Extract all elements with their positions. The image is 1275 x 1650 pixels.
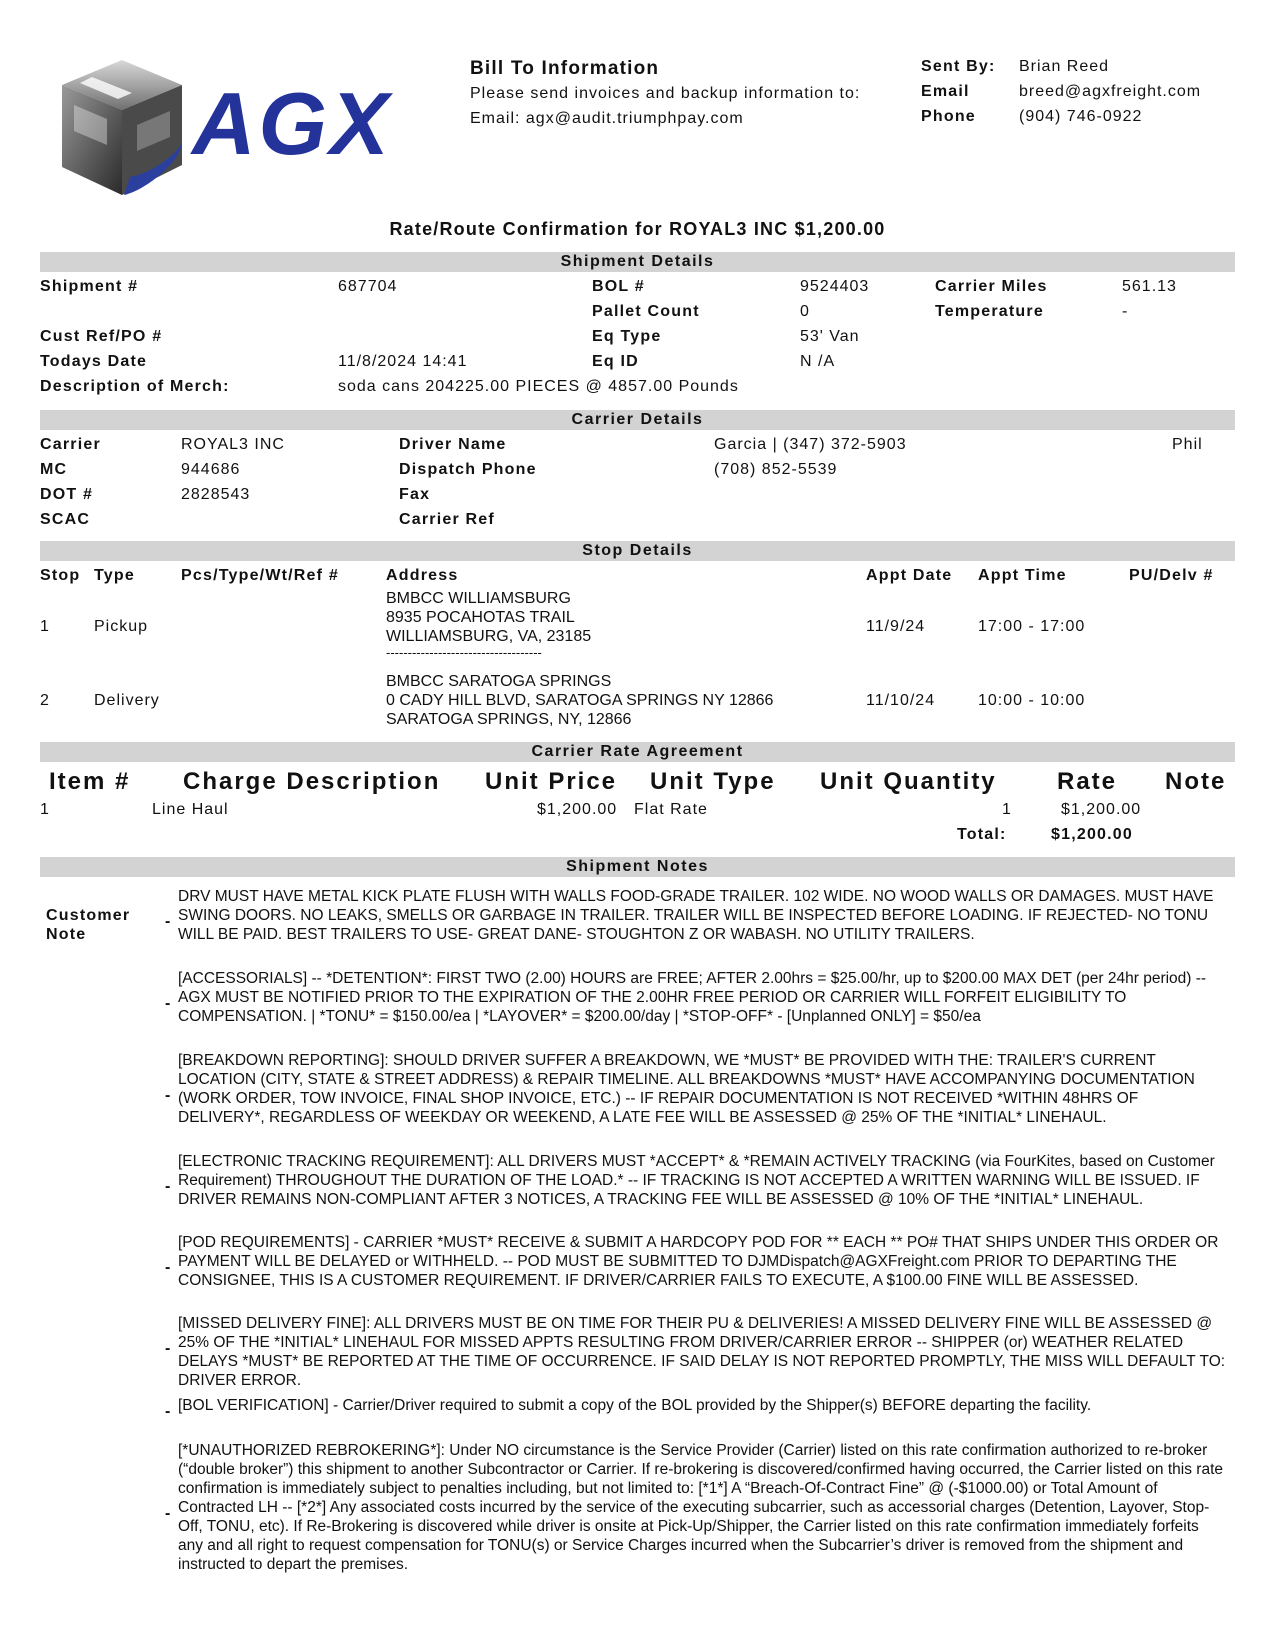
bill-to-title: Bill To Information: [470, 58, 660, 79]
col-stop: Stop: [40, 567, 81, 584]
mc-value: 944686: [181, 461, 241, 478]
pallet-count-label: Pallet Count: [592, 303, 700, 320]
rate-col-unit-price: Unit Price: [485, 768, 618, 795]
fax-label: Fax: [399, 486, 431, 503]
rate-col-unit-type: Unit Type: [650, 768, 776, 795]
stop-1-type: Pickup: [94, 618, 149, 635]
temperature-value: -: [1122, 303, 1129, 320]
note-2: [ACCESSORIALS] -- *DETENTION*: FIRST TWO (2.00) HOURS are FREE; AFTER 2.00hrs = $25.00/hr, up to $200.00 MAX DET (per 24hr period) -- AGX MUST BE NOTIFIED PRIOR TO THE EXPIRATION OF THE 2.00HR FREE PERIOD OR CARRIER WILL FORFEIT ELIGIBILITY TO COMPENSATION. | *TONU* = $150.00/ea | *LAYOVER* = $200.00/day | *STOP-OFF* - [Unplanned ONLY] = $50/ea: [178, 970, 1207, 1025]
shipment-details-header: Shipment Details: [40, 252, 1235, 272]
stop-2-type: Delivery: [94, 692, 160, 709]
driver-name-extra: Phil: [1172, 436, 1203, 453]
customer-note-label-line1: Customer: [46, 907, 131, 924]
email-label: Email: [921, 83, 970, 100]
col-type: Type: [94, 567, 135, 584]
scac-label: SCAC: [40, 511, 91, 528]
carrier-miles-value: 561.13: [1122, 278, 1177, 295]
stop-2-date: 11/10/24: [866, 692, 936, 709]
stop-2-addr3: SARATOGA SPRINGS, NY, 12866: [386, 711, 632, 728]
rate-qty-value: 1: [1002, 801, 1011, 818]
stop-1-addr3: WILLIAMSBURG, VA, 23185: [386, 628, 592, 645]
temperature-label: Temperature: [935, 303, 1044, 320]
rate-desc-value: Line Haul: [152, 801, 229, 818]
note-1: DRV MUST HAVE METAL KICK PLATE FLUSH WITH WALLS FOOD-GRADE TRAILER. 102 WIDE. NO WOOD WALLS OR DAMAGES. MUST HAVE SWING DOORS. NO LEAKS, SMELLS OR GARBAGE IN TRAILER. TRAILER WILL BE INSPECTED BEFORE LOADING. IF REJECTED- NO TONU WILL BE PAID. BEST TRAILERS TO USE- GREAT DANE- STOUGHTON Z OR WABASH. NO UTILITY TRAILERS.: [178, 888, 1214, 943]
carrier-ref-label: Carrier Ref: [399, 511, 495, 528]
rate-col-note: Note: [1165, 768, 1227, 795]
eq-type-value: 53' Van: [800, 328, 860, 345]
eq-id-value: N /A: [800, 353, 836, 370]
rate-col-unit-qty: Unit Quantity: [820, 768, 997, 795]
bill-to-line1: Please send invoices and backup information to:: [470, 85, 861, 102]
rate-price-value: $1,200.00: [537, 801, 618, 818]
pallet-count-value: 0: [800, 303, 810, 320]
stop-1-addr2: 8935 POCAHOTAS TRAIL: [386, 609, 575, 626]
stop-2-addr1: BMBCC SARATOGA SPRINGS: [386, 673, 612, 690]
carrier-value: ROYAL3 INC: [181, 436, 285, 453]
note-6-dash: -: [165, 1340, 171, 1357]
dispatch-phone-value: (708) 852-5539: [714, 461, 838, 478]
description-label: Description of Merch:: [40, 378, 230, 395]
eq-type-label: Eq Type: [592, 328, 662, 345]
note-1-dash: -: [165, 913, 171, 930]
customer-note-label-line2: Note: [46, 926, 87, 943]
note-7-dash: -: [165, 1403, 171, 1420]
phone-label: Phone: [921, 108, 976, 125]
todays-date-label: Todays Date: [40, 353, 148, 370]
dispatch-phone-label: Dispatch Phone: [399, 461, 537, 478]
bol-value: 9524403: [800, 278, 870, 295]
agx-logo-text: AGX: [192, 74, 392, 173]
note-5: [POD REQUIREMENTS] - CARRIER *MUST* RECEIVE & SUBMIT A HARDCOPY POD FOR ** EACH ** PO# THAT SHIPS UNDER THIS ORDER OR PAYMENT WILL BE DELAYED or WITHHELD. -- POD MUST BE SUBMITTED TO DJMDispatch@AGXFreight.com PRIOR TO DEPARTING THE CONSIGNEE, THIS IS A CUSTOMER REQUIREMENT. IF DRIVER/CARRIER FAILS TO EXECUTE, A $100.00 FINE WILL BE ASSESSED.: [178, 1234, 1219, 1289]
shipment-value: 687704: [338, 278, 398, 295]
total-label: Total:: [957, 826, 1007, 843]
rate-col-rate: Rate: [1057, 768, 1118, 795]
sent-by-label: Sent By:: [921, 58, 996, 75]
todays-date-value: 11/8/2024 14:41: [338, 353, 468, 370]
note-2-dash: -: [165, 995, 171, 1012]
email-value[interactable]: breed@agxfreight.com: [1019, 83, 1202, 100]
rate-col-desc: Charge Description: [183, 768, 441, 795]
carrier-label: Carrier: [40, 436, 101, 453]
col-address: Address: [386, 567, 459, 584]
carrier-miles-label: Carrier Miles: [935, 278, 1048, 295]
stop-2-num: 2: [40, 692, 49, 709]
phone-value: (904) 746-0922: [1019, 108, 1143, 125]
rate-item-value: 1: [40, 801, 49, 818]
stop-2-addr2: 0 CADY HILL BLVD, SARATOGA SPRINGS NY 12866: [386, 692, 774, 709]
rate-type-value: Flat Rate: [634, 801, 708, 818]
note-3: [BREAKDOWN REPORTING]: SHOULD DRIVER SUFFER A BREAKDOWN, WE *MUST* BE PROVIDED WITH THE: TRAILER'S CURRENT LOCATION (CITY, STATE & STREET ADDRESS) & REPAIR TIMELINE. ALL BREAKDOWNS *MUST* HAVE ACCOMPANYING DOCUMENTATION (WORK ORDER, TOW INVOICE, FINAL SHOP INVOICE, ETC.) -- IF REPAIR DOCUMENTATION IS NOT RECEIVED *WITHIN 48HRS OF DELIVERY*, REGARDLESS OF WEEKDAY OR WEEKEND, A LATE FEE WILL BE ASSESSED @ 25% OF THE *INITIAL* LINEHAUL.: [178, 1052, 1195, 1126]
col-appt-date: Appt Date: [866, 567, 953, 584]
stop-separator: ------------------------------------: [386, 645, 542, 660]
dot-label: DOT #: [40, 486, 94, 503]
agx-logo: [52, 55, 412, 205]
total-value: $1,200.00: [1051, 826, 1133, 843]
note-4-dash: -: [165, 1178, 171, 1195]
description-value: soda cans 204225.00 PIECES @ 4857.00 Pounds: [338, 378, 739, 395]
stop-1-num: 1: [40, 618, 49, 635]
driver-name-value: Garcia | (347) 372-5903: [714, 436, 907, 453]
sent-by-value: Brian Reed: [1019, 58, 1110, 75]
carrier-details-header: Carrier Details: [40, 410, 1235, 430]
note-5-dash: -: [165, 1259, 171, 1276]
stop-details-header: Stop Details: [40, 541, 1235, 561]
cust-ref-label: Cust Ref/PO #: [40, 328, 163, 345]
shipment-label: Shipment #: [40, 278, 139, 295]
agx-cube-icon: [52, 55, 202, 205]
stop-1-time: 17:00 - 17:00: [978, 618, 1086, 635]
bill-to-line2: Email: agx@audit.triumphpay.com: [470, 110, 744, 127]
stop-2-time: 10:00 - 10:00: [978, 692, 1086, 709]
note-3-dash: -: [165, 1087, 171, 1104]
note-7: [BOL VERIFICATION] - Carrier/Driver required to submit a copy of the BOL provided by the Shipper(s) BEFORE departing the facility.: [178, 1397, 1092, 1414]
note-4: [ELECTRONIC TRACKING REQUIREMENT]: ALL DRIVERS MUST *ACCEPT* & *REMAIN ACTIVELY TRACKING (via FourKites, based on Customer Requirement) THROUGHOUT THE DURATION OF THE LOAD.* -- IF TRACKING IS NOT ACCEPTED A WRITTEN WARNING WILL BE ISSUED. IF DRIVER REMAINS NON-COMPLIANT AFTER 3 NOTICES, A TRACKING FEE WILL BE ASSESSED @ 10% OF THE *INITIAL* LINEHAUL.: [178, 1153, 1215, 1208]
col-appt-time: Appt Time: [978, 567, 1067, 584]
note-8: [*UNAUTHORIZED REBROKERING*]: Under NO circumstance is the Service Provider (Carrier) listed on this rate confirmation authorized to re-broker (“double broker”) this shipment to another Subcontractor or Carrier. If re-brokering is discovered/confirmed having occurred, the Carrier listed on this rate confirmation is immediately subject to penalties including, but not limited to: [*1*] A “Breach-Of-Contract Fine” @ (-$1000.00) or Total Amount of Contracted LH -- [*2*] Any associated costs incurred by the service of the executing subcarrier, such as accessorial charges (Detention, Layover, Stop-Off, TONU, etc). If Re-Brokering is discovered while driver is onsite at Pick-Up/Shipper, the Carrier listed on this rate confirmation immediately forfeits any and all right to request compensation for TONU(s) or Service Charges incurred when the Subcarrier’s driver is removed from the shipment and instructed to depart the premises.: [178, 1442, 1223, 1573]
col-pcs: Pcs/Type/Wt/Ref #: [181, 567, 339, 584]
eq-id-label: Eq ID: [592, 353, 639, 370]
rate-col-item: Item #: [49, 768, 131, 795]
dot-value: 2828543: [181, 486, 251, 503]
mc-label: MC: [40, 461, 68, 478]
rate-rate-value: $1,200.00: [1061, 801, 1142, 818]
stop-1-addr1: BMBCC WILLIAMSBURG: [386, 590, 571, 607]
note-6: [MISSED DELIVERY FINE]: ALL DRIVERS MUST BE ON TIME FOR THEIR PU & DELIVERIES! A MISSED DELIVERY FINE WILL BE ASSESSED @ 25% OF THE *INITIAL* LINEHAUL FOR MISSED APPTS RESULTING FROM DRIVER/CARRIER ERROR -- SHIPPER (or) WEATHER RELATED DELAYS *MUST* BE REPORTED AT THE TIME OF OCCURRENCE. IF SAID DELAY IS NOT REPORTED PROMPTLY, THE MISS WILL DEFAULT TO: DRIVER ERROR.: [178, 1315, 1226, 1389]
note-8-dash: -: [165, 1505, 171, 1522]
customer-note-label: [46, 906, 130, 944]
col-pu-delv: PU/Delv #: [1129, 567, 1214, 584]
driver-name-label: Driver Name: [399, 436, 507, 453]
rate-agreement-header: Carrier Rate Agreement: [40, 742, 1235, 762]
shipment-notes-header: Shipment Notes: [40, 857, 1235, 877]
stop-1-date: 11/9/24: [866, 618, 926, 635]
bol-label: BOL #: [592, 278, 645, 295]
doc-title: Rate/Route Confirmation for ROYAL3 INC $1,200.00: [389, 219, 886, 239]
